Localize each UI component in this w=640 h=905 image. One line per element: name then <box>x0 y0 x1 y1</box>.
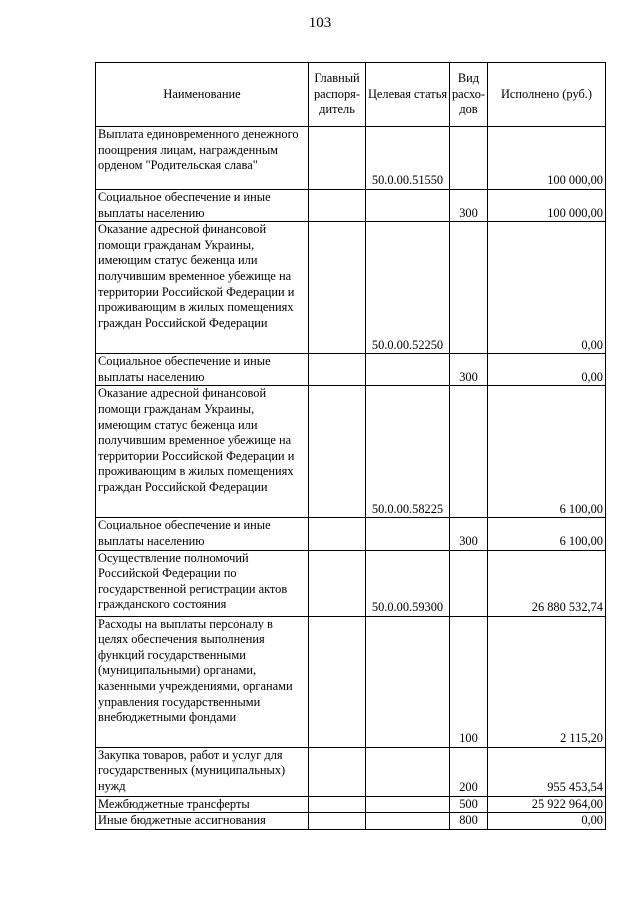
row-executed: 100 000,00 <box>488 127 606 190</box>
row-expense-type: 500 <box>450 796 488 813</box>
row-name: Осуществление полномочий Российской Федерации по государственной регистрации актов гражданского состояния <box>96 550 309 616</box>
row-administrator <box>309 813 366 830</box>
row-article <box>366 190 450 222</box>
header-article: Целевая статья <box>366 63 450 127</box>
row-administrator <box>309 354 366 386</box>
header-name: Наименование <box>96 63 309 127</box>
table-header-row <box>96 63 606 127</box>
row-executed: 0,00 <box>488 222 606 354</box>
row-name: Межбюджетные трансферты <box>96 796 309 813</box>
row-administrator <box>309 127 366 190</box>
table-row <box>96 386 606 518</box>
row-name: Закупка товаров, работ и услуг для государственных (муниципальных) нужд <box>96 747 309 796</box>
row-executed: 0,00 <box>488 813 606 830</box>
row-executed: 26 880 532,74 <box>488 550 606 616</box>
table-row <box>96 190 606 222</box>
row-expense-type <box>450 550 488 616</box>
row-name: Иные бюджетные ассигнования <box>96 813 309 830</box>
row-administrator <box>309 222 366 354</box>
table-row <box>96 222 606 354</box>
table-row <box>96 127 606 190</box>
header-expense-type: Вид расхо-дов <box>450 63 488 127</box>
row-name: Социальное обеспечение и иные выплаты населению <box>96 190 309 222</box>
row-article <box>366 616 450 747</box>
row-executed: 955 453,54 <box>488 747 606 796</box>
row-administrator <box>309 518 366 550</box>
table-row <box>96 796 606 813</box>
page-number: 103 <box>308 15 332 31</box>
row-expense-type: 200 <box>450 747 488 796</box>
row-administrator <box>309 550 366 616</box>
header-executed: Исполнено (руб.) <box>488 63 606 127</box>
row-article <box>366 813 450 830</box>
row-executed: 25 922 964,00 <box>488 796 606 813</box>
row-article <box>366 747 450 796</box>
table-row <box>96 518 606 550</box>
row-article: 50.0.00.58225 <box>366 386 450 518</box>
row-executed: 0,00 <box>488 354 606 386</box>
table-row <box>96 354 606 386</box>
row-expense-type <box>450 386 488 518</box>
row-administrator <box>309 796 366 813</box>
row-expense-type <box>450 222 488 354</box>
row-expense-type: 100 <box>450 616 488 747</box>
row-article: 50.0.00.51550 <box>366 127 450 190</box>
row-name: Оказание адресной финансовой помощи гражданам Украины, имеющим статус беженца или получившим временное убежище на территории Российской Федерации и проживающим в жилых помещениях граждан Российской Федерации <box>96 386 309 518</box>
row-name: Оказание адресной финансовой помощи гражданам Украины, имеющим статус беженца или получившим временное убежище на территории Российской Федерации и проживающим в жилых помещениях граждан Российской Федерации <box>96 222 309 354</box>
row-executed: 100 000,00 <box>488 190 606 222</box>
row-article <box>366 796 450 813</box>
row-administrator <box>309 386 366 518</box>
header-administrator: Главный распоря-дитель <box>309 63 366 127</box>
row-administrator <box>309 747 366 796</box>
table-row <box>96 747 606 796</box>
row-expense-type: 300 <box>450 354 488 386</box>
row-expense-type: 800 <box>450 813 488 830</box>
row-expense-type: 300 <box>450 190 488 222</box>
row-expense-type: 300 <box>450 518 488 550</box>
table-row <box>96 813 606 830</box>
row-expense-type <box>450 127 488 190</box>
row-name: Расходы на выплаты персоналу в целях обеспечения выполнения функций государственными (муниципальными) органами, казенными учреждениями, органами управления государственными внебюджетными фондами <box>96 616 309 747</box>
row-name: Социальное обеспечение и иные выплаты населению <box>96 518 309 550</box>
row-name: Выплата единовременного денежного поощрения лицам, награжденным орденом "Родительская слава" <box>96 127 309 190</box>
row-executed: 6 100,00 <box>488 386 606 518</box>
row-article: 50.0.00.59300 <box>366 550 450 616</box>
row-article: 50.0.00.52250 <box>366 222 450 354</box>
budget-table <box>95 62 606 830</box>
row-administrator <box>309 616 366 747</box>
row-name: Социальное обеспечение и иные выплаты населению <box>96 354 309 386</box>
table-row <box>96 550 606 616</box>
row-article <box>366 354 450 386</box>
table-row <box>96 616 606 747</box>
row-article <box>366 518 450 550</box>
row-administrator <box>309 190 366 222</box>
row-executed: 6 100,00 <box>488 518 606 550</box>
row-executed: 2 115,20 <box>488 616 606 747</box>
